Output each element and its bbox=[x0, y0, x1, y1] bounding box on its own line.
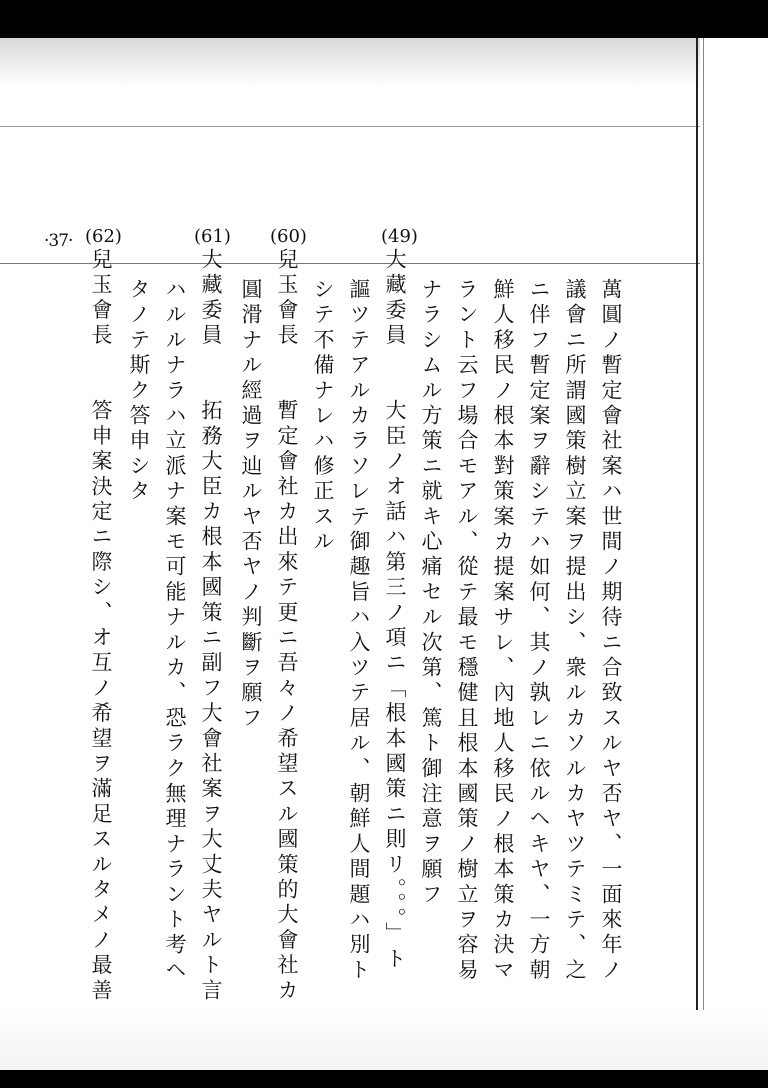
bottom-shading bbox=[0, 1010, 768, 1070]
text-column: 兒玉會長 答申案決定ニ際シ、オ互ノ希望ヲ滿足スルタメノ最善 bbox=[89, 248, 113, 1004]
entry-number-62: (62) bbox=[85, 226, 122, 247]
text-column: 議會ニ所謂國策樹立案ヲ提出シ、衆ルカソルカヤツテミテ、之 bbox=[563, 278, 587, 984]
entry-number-61: (61) bbox=[194, 226, 231, 247]
text-column: タノテ斯ク答申シタ bbox=[127, 278, 151, 505]
text-column: 兒玉會長 暫定會社カ出來テ更ニ吾々ノ希望スル國策的大會社カ bbox=[275, 248, 299, 1004]
text-column: シテ不備ナレハ修正スル bbox=[311, 278, 335, 556]
text-column: 大藏委員 大臣ノオ話ハ第三ノ項ニ「根本國策ニ則リ。。。」ト bbox=[383, 248, 407, 973]
top-shading bbox=[0, 38, 700, 88]
right-margin-rule-2 bbox=[703, 38, 704, 1070]
document-page bbox=[0, 38, 768, 1070]
text-column: 謳ツテアルカラソレテ御趣旨ハ入ツテ居ル、朝鮮人間題ハ別ト bbox=[347, 278, 371, 984]
page-number: ·37· bbox=[44, 231, 73, 251]
text-column: ナラシムル方策ニ就キ心痛セル次第、篤ト御注意ヲ願フ bbox=[419, 278, 443, 908]
text-column: 鮮人移民ノ根本對策案カ提案サレ、內地人移民ノ根本策カ決マ bbox=[491, 278, 515, 984]
text-column: ハルルナラハ立派ナ案モ可能ナルカ、恐ラク無理ナラント考ヘ bbox=[163, 278, 187, 984]
text-column: ラント云フ場合モアル、從テ最モ穩健且根本國策ノ樹立ヲ容易 bbox=[455, 278, 479, 984]
text-column: 大藏委員 拓務大臣カ根本國策ニ副フ大會社案ヲ大丈夫ヤルト言 bbox=[199, 248, 223, 1004]
text-column: 萬圓ノ暫定會社案ハ世間ノ期待ニ合致スルヤ否ヤ、一面來年ノ bbox=[599, 278, 623, 984]
text-column: 圓滑ナル經過ヲ辿ルヤ否ヤノ判斷ヲ願フ bbox=[239, 278, 263, 732]
entry-number-49: (49) bbox=[381, 226, 418, 247]
top-rule bbox=[0, 126, 700, 127]
entry-number-60: (60) bbox=[270, 226, 307, 247]
right-margin-rule bbox=[696, 38, 698, 1070]
text-column: ニ伴フ暫定案ヲ辭シテハ如何、其ノ孰レニ依ルヘキヤ、一方朝 bbox=[527, 278, 551, 984]
